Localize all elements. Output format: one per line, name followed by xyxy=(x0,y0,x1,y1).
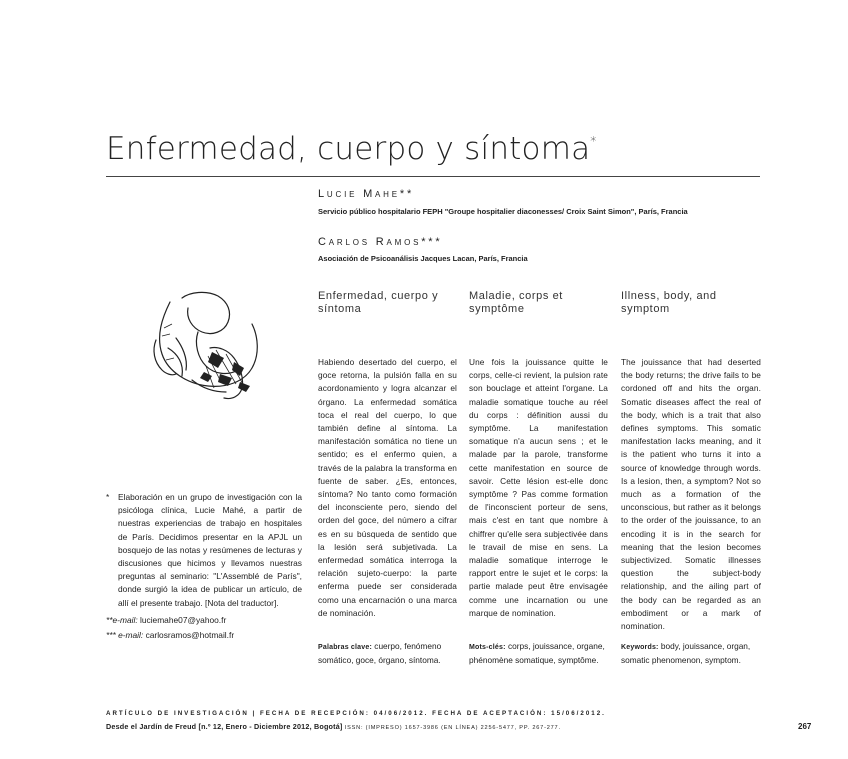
article-title: Enfermedad, cuerpo y síntoma* xyxy=(106,131,597,167)
keywords-list: cuerpo, fenómeno somático, goce, órgano, síntoma. xyxy=(318,641,442,666)
article-metadata: ARTÍCULO DE INVESTIGACIÓN | FECHA DE RECEPCIÓN: 04/06/2012. FECHA DE ACEPTACIÓN: 15/06/2012. xyxy=(106,710,606,717)
keywords xyxy=(621,640,761,667)
page-number: 267 xyxy=(798,722,812,731)
keywords-list: corps, jouissance, organe, phénomène somatique, symptôme. xyxy=(469,641,605,666)
author-name: Lucie Mahe** xyxy=(318,188,415,200)
footnote-mark: * xyxy=(106,492,110,502)
drawing-icon xyxy=(148,288,264,406)
author-email: **e-mail: luciemahe07@yahoo.fr xyxy=(106,614,227,625)
footnote xyxy=(106,491,302,610)
journal-citation: Desde el Jardín de Freud [n.º 12, Enero - Diciembre 2012, Bogotá] ISSN: (IMPRESO) 1657-3986 (EN LÍNEA) 2256-5477, PP. 267-277. xyxy=(106,722,561,731)
column-title: Illness, body, and symptom xyxy=(621,290,717,315)
email-link[interactable]: luciemahe07@yahoo.fr xyxy=(139,614,227,625)
abstract-text: Une fois la jouissance quitte le corps, celle-ci revient, la pulsion rate son bouclage et atteint l'organe. La maladie somatique touche au réel du corps : définition aussi du symptôme. La manifestation somatique n'a aucun sens ; et le malade par la parole, transforme cette manifestation en source de savoir. Cette lésion est-elle donc symptôme ? Pas comme formation de l'inconscient porteur de sens, mais c'est en tant que nombre à chiffrer qu'elle sera subjectivée dans le travail de mise en sens. La maladie somatique interroge le rapport entre le sujet et le corps: la partie malade peut être envisagée comme une incarnation ou une marque de nomination. xyxy=(469,357,608,618)
author-affiliation: Asociación de Psicoanálisis Jacques Lacan, París, Francia xyxy=(318,254,528,263)
column-title: Maladie, corps et symptôme xyxy=(469,290,563,315)
author-name: Carlos Ramos*** xyxy=(318,236,443,248)
keywords xyxy=(469,640,608,667)
author-email: *** e-mail: carlosramos@hotmail.fr xyxy=(106,630,235,641)
abstract-text: Habiendo desertado del cuerpo, el goce retorna, la pulsión falla en su acordonamiento y logra alcanzar el órgano. La enfermedad somática toca el real del cuerpo, lo que también define al síntoma. La manifestación somática no tiene un sentido; es el enfermo quien, a través de la palabra la transforma en fuente de saber. ¿Es, entonces, síntoma? No tanto como formación del inconsciente pero, siendo del orden del goce, del número a cifrar es en su búsqueda de sentido que la lesión será subjetivada. La enfermedad somática interroga la relación sujeto-cuerpo: la parte enferma puede ser considerada como una encarnación o una marca de nominación. xyxy=(318,357,457,618)
keywords-label: Keywords: xyxy=(621,644,659,651)
keywords-label: Palabras clave: xyxy=(318,644,372,651)
title-rule xyxy=(106,176,760,177)
abstract-text: The jouissance that had deserted the body returns; the drive fails to be cordoned off and hits the organ. Somatic diseases affect the real of the body, which is a trait that also defines symptoms. This somatic manifestation lacks meaning, and it is the patient who turns it into a source of knowledge through words. Is a lesion, then, a symptom? Not so much as a formation of the unconscious, but rather as it belongs to the order of the jouissance, to an encoding it is in the search for meaning that the lesion becomes subjectivized. Somatic illnesses question the subject-body relationship, and the ailing part of the body can be regarded as an embodiment or a mark of nomination. xyxy=(621,357,761,632)
author-affiliation: Servicio público hospitalario FEPH "Groupe hospitalier diaconesses/ Croix Saint Simon", París, Francia xyxy=(318,207,688,216)
keywords xyxy=(318,640,457,667)
email-link[interactable]: carlosramos@hotmail.fr xyxy=(145,630,235,641)
column-title: Enfermedad, cuerpo y síntoma xyxy=(318,290,439,315)
footnotes xyxy=(106,491,302,642)
title-footnote-mark: * xyxy=(590,134,597,148)
keywords-list: body, jouissance, organ, somatic phenomenon, symptom. xyxy=(621,641,751,666)
footnote-text: Elaboración en un grupo de investigación con la psicóloga clínica, Lucie Mahé, a partir de nuestras experiencias de trabajo en hospitales de París. Decidimos presentar en la APJL un bosquejo de las notas y resúmenes de lecturas y discusiones que hicimos y llevamos nuestras preguntas al seminario: "L'Assemblé de París", donde surgió la idea de publicar un artículo, de allí el presente trabajo. [Nota del traductor]. xyxy=(118,492,302,608)
keywords-label: Mots-clés: xyxy=(469,644,506,651)
